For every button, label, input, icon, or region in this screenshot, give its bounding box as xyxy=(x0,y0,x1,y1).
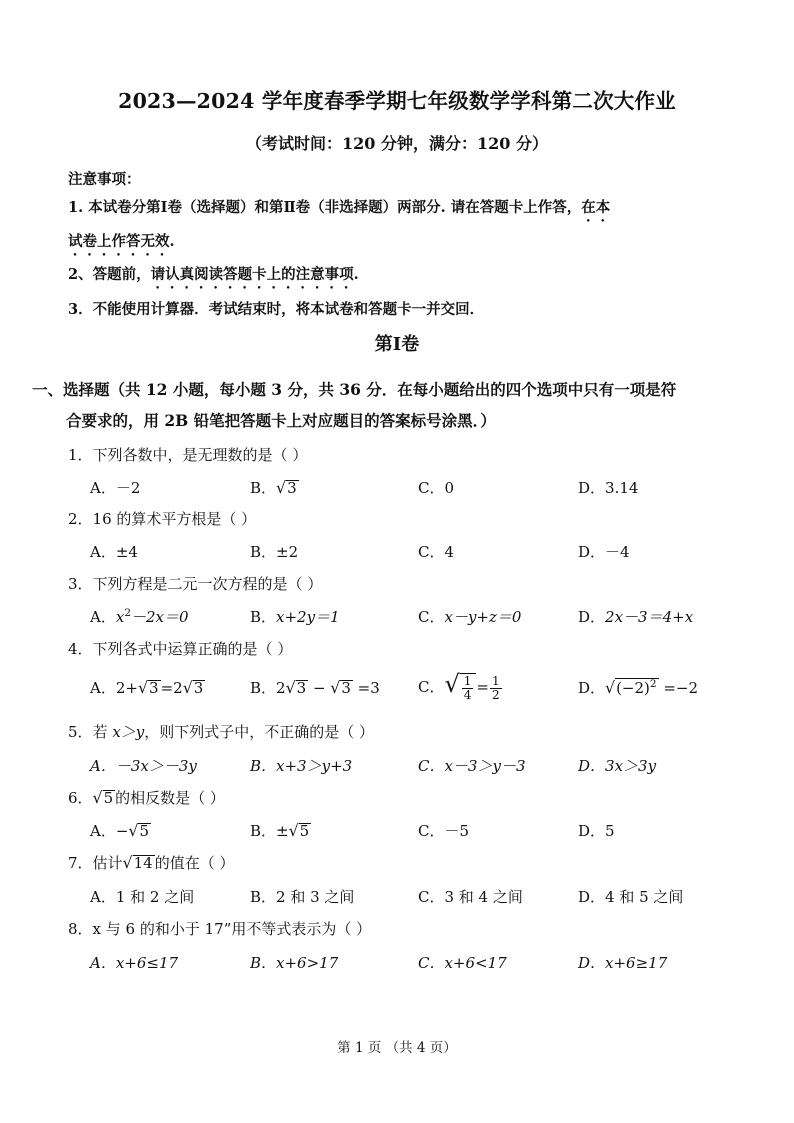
question-5-stem: 5．若 x＞y，则下列式子中，不正确的是（ ） xyxy=(68,723,375,741)
question-7-option-c: C．3 和 4 之间 xyxy=(418,888,523,906)
question-6-option-a: A．−√5 xyxy=(90,821,149,840)
question-4-option-a: A．2+√3 =2√3 xyxy=(90,678,204,697)
question-8-option-a: A．x+6≤17 xyxy=(90,954,179,972)
question-6-stem: 6．√5 的相反数是（ ） xyxy=(68,788,225,807)
question-1-option-c: C．0 xyxy=(418,479,455,497)
exam-title: 2023—2024 学年度春季学期七年级数学学科第二次大作业 xyxy=(118,89,676,113)
question-6-option-d: D．5 xyxy=(578,822,615,840)
part-1-instructions-line-2: 合要求的，用 2B 铅笔把答题卡上对应题目的答案标号涂黑．） xyxy=(66,411,496,430)
question-2-stem: 2．16 的算术平方根是（ ） xyxy=(68,510,257,528)
question-4-option-c: C．√ $\frac{1}{4}$ = $\frac{1}{2}$ xyxy=(418,670,500,702)
note-2: 2、答题前，请认真阅读答题卡上的注意事项. xyxy=(68,266,359,283)
question-7-option-d: D．4 和 5 之间 xyxy=(578,888,684,906)
question-7-option-a: A．1 和 2 之间 xyxy=(90,888,195,906)
question-6-option-c: C．－5 xyxy=(418,822,470,840)
question-2-option-a: A．±4 xyxy=(90,543,138,561)
note-3: 3．不能使用计算器．考试结束时，将本试卷和答题卡一并交回． xyxy=(68,301,485,318)
question-2-option-c: C．4 xyxy=(418,543,455,561)
note-1-line-2: 试卷上作答无效. xyxy=(68,233,175,250)
question-8-stem: 8．x 与 6 的和小于 17”用不等式表示为（ ） xyxy=(68,920,372,938)
question-8-option-c: C．x+6<17 xyxy=(418,954,507,972)
question-7-stem: 7．估计√14 的值在（ ） xyxy=(68,853,235,872)
note-1-line-1: 1. 本试卷分第Ⅰ卷（选择题）和第Ⅱ卷（非选择题）两部分. 请在答题卡上作答，在本 xyxy=(68,199,611,216)
part-1-instructions-line-1: 一、选择题（共 12 小题，每小题 3 分，共 36 分．在每小题给出的四个选项中只有一项是符 xyxy=(32,380,677,399)
question-6-option-b: B．±√5 xyxy=(250,821,310,840)
question-2-option-b: B．±2 xyxy=(250,543,299,561)
question-4-option-d: D．$√(-2)^2 =-2$ xyxy=(578,678,699,697)
question-5-option-b: B．x+3＞y+3 xyxy=(250,757,353,775)
question-8-option-d: D．x+6≥17 xyxy=(578,954,668,972)
question-5-option-d: D．3x＞3y xyxy=(578,757,657,775)
section-title: 第Ⅰ卷 xyxy=(374,334,420,355)
question-3-option-c: C．x－y+z＝0 xyxy=(418,608,522,626)
question-1-stem: 1．下列各数中，是无理数的是（ ） xyxy=(68,446,308,464)
question-4-stem: 4．下列各式中运算正确的是（ ） xyxy=(68,640,293,658)
question-7-option-b: B．2 和 3 之间 xyxy=(250,888,355,906)
question-5-option-a: A．－3x＞－3y xyxy=(90,757,197,775)
question-3-option-b: B．x+2y＝1 xyxy=(250,608,340,626)
notes-heading: 注意事项： xyxy=(68,171,141,188)
question-5-option-c: C．x－3＞y－3 xyxy=(418,757,526,775)
question-8-option-b: B．x+6>17 xyxy=(250,954,339,972)
question-3-option-a: A．$x^2-2x=0$ xyxy=(90,607,189,626)
question-1-option-d: D．3.14 xyxy=(578,479,639,497)
question-4-option-b: B．2√3 − √3 =3 xyxy=(250,678,380,697)
exam-subtitle: （考试时间：120 分钟，满分：120 分） xyxy=(246,134,548,153)
question-3-option-d: D．2x－3＝4+x xyxy=(578,608,694,626)
question-3-stem: 3．下列方程是二元一次方程的是（ ） xyxy=(68,575,323,593)
question-1-option-a: A．－2 xyxy=(90,479,141,497)
question-1-option-b: B．√3 xyxy=(250,478,297,497)
page-footer: 第 1 页 （共 4 页） xyxy=(337,1040,457,1056)
question-2-option-d: D．－4 xyxy=(578,543,630,561)
